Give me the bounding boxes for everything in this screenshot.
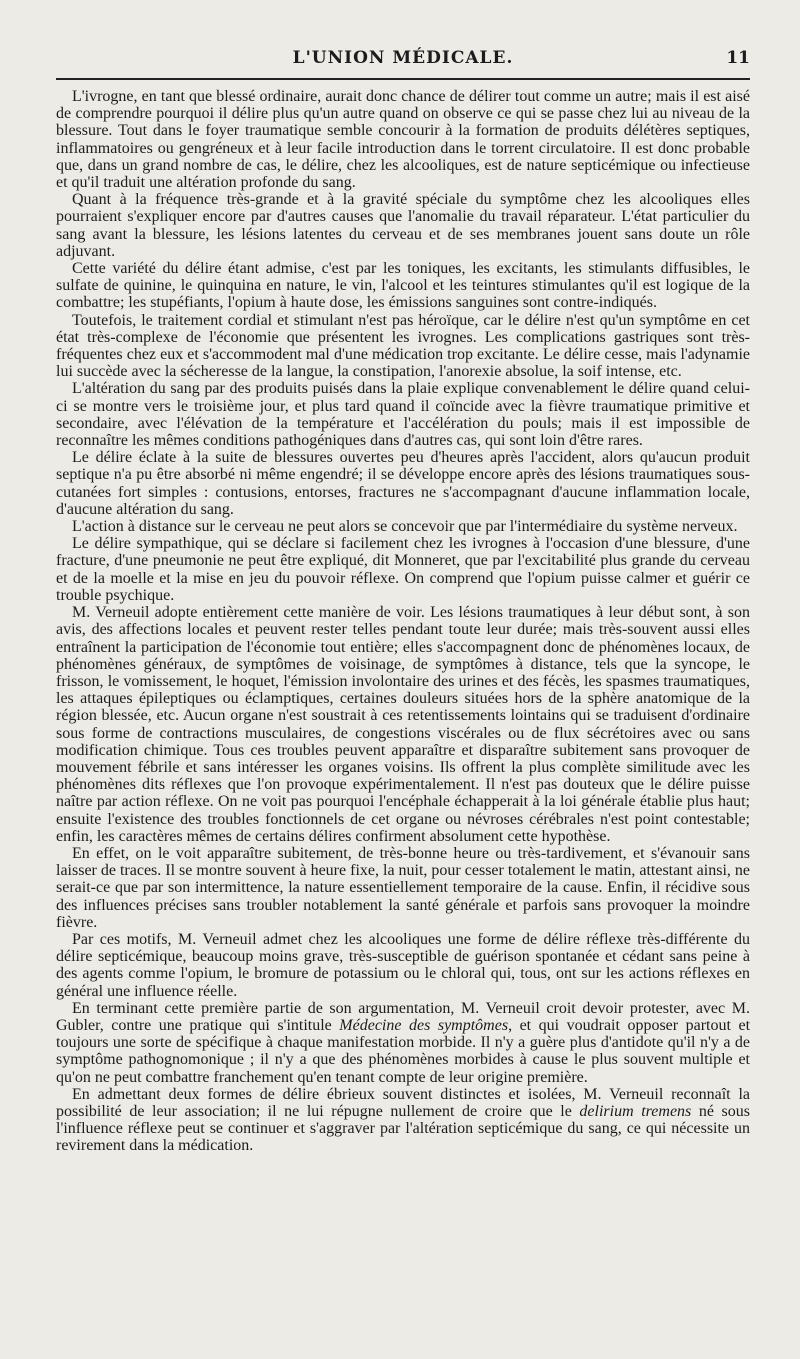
page-number: 11 xyxy=(726,48,750,68)
paragraph: Le délire sympathique, qui se déclare si facilement chez les ivrognes à l'occasion d'une blessure, d'une fracture, d'une pneumonie ne peut être expliqué, dit Monneret, que par l'excitabilité plus grande du cerveau et de la moelle et la mise en jeu du pouvoir réflexe. On comprend que l'opium puisse calmer et guérir ce trouble psychique. xyxy=(56,535,750,604)
page-header xyxy=(56,44,750,76)
paragraph: Quant à la fréquence très-grande et à la gravité spéciale du symptôme chez les alcooliques elles pourraient s'expliquer encore par d'autres causes que l'anomalie du travail réparateur. L'état particulier du sang avant la blessure, les lésions latentes du cerveau et de ses membranes jouent sans doute un rôle adjuvant. xyxy=(56,191,750,260)
paragraph-text: né sous l'influence réflexe peut se continuer et s'aggraver par l'altération septicémique du sang, ce qui nécessite un revirement dans la médication. xyxy=(56,1102,751,1155)
paragraph: L'ivrogne, en tant que blessé ordinaire, aurait donc chance de délirer tout comme un autre; mais il est aisé de comprendre pourquoi il délire plus qu'un autre quand on observe ce qui se passe chez lui au niveau de la blessure. Tout dans le foyer traumatique semble concourir à la formation de produits délétères septiques, inflammatoires ou gengréneux et à leur facile introduction dans le torrent circulatoire. Il est donc probable que, dans un grand nombre de cas, le délire, chez les alcooliques, est de nature septicémique ou infectieuse et qu'il traduit une altération profonde du sang. xyxy=(56,88,750,192)
paragraph-text: En admettant deux formes de délire ébrieux souvent distinctes et isolées, M. Verneuil reconnaît la possibilité de leur association; il ne lui répugne nullement de croire que le xyxy=(56,1085,750,1120)
paragraph: L'action à distance sur le cerveau ne peut alors se concevoir que par l'intermédiaire du système nerveux. xyxy=(72,518,738,536)
paragraph: En effet, on le voit apparaître subitement, de très-bonne heure ou très-tardivement, et s'évanouir sans laisser de traces. Il se montre souvent à heure fixe, la nuit, pour cesser totalement le matin, attestant ainsi, ne serait-ce que par son intermittence, la nature essentiellement temporaire de la cause. Enfin, il récidive sous des influences précises sans troubler notablement la santé générale et parfois sans provoquer la moindre fièvre. xyxy=(56,844,750,931)
header-rule xyxy=(56,78,750,80)
paragraph: Toutefois, le traitement cordial et stimulant n'est pas héroïque, car le délire n'est qu'un symptôme en cet état très-complexe de l'économie que présentent les ivrognes. Les complications gastriques sont très-fréquentes chez eux et s'accommodent mal d'une médication trop excitante. Le délire cesse, mais l'adynamie lui succède avec la sécheresse de la langue, la constipation, l'anorexie absolue, la soif intense, etc. xyxy=(56,311,750,381)
paragraph xyxy=(56,1086,750,1155)
italic-term: delirium tremens xyxy=(579,1102,692,1120)
paragraph: Cette variété du délire étant admise, c'est par les toniques, les excitants, les stimulants diffusibles, le sulfate de quinine, le quinquina en nature, le vin, l'alcool et les teintures stimulantes qu'il est logique de la combattre; les stupéfiants, l'opium à haute dose, les émissions sanguines sont contre-indiqués. xyxy=(56,260,750,312)
italic-title: Médecine des symptômes xyxy=(339,1016,509,1034)
running-title: L'UNION MÉDICALE. xyxy=(292,48,514,68)
paragraph: Le délire éclate à la suite de blessures ouvertes peu d'heures après l'accident, alors qu'aucun produit septique n'a pu être absorbé ni même engendré; il se développe encore après des lésions traumatiques sous-cutanées fort simples : contusions, entorses, fractures ne s'accompagnant d'aucune inflammation locale, d'aucune altération du sang. xyxy=(56,449,750,518)
paragraph-text: , et qui voudrait opposer partout et toujours une sorte de spécifique à chaque manifestation morbide. Il n'y a guère plus d'antidote qu'il n'y a de symptôme pathognomonique ; il n'y a que des phénomènes morbides à cause le plus souvent multiple et qu'on ne peut combattre franchement qu'en tenant compte de leur origine première. xyxy=(56,1016,751,1086)
article-body xyxy=(56,88,750,1155)
paragraph xyxy=(56,1000,750,1086)
paragraph: M. Verneuil adopte entièrement cette manière de voir. Les lésions traumatiques à leur début sont, à son avis, des affections locales et peuvent rester telles pendant toute leur durée; mais très-souvent aussi elles entraînent la participation de l'économie tout entière; elles s'accompagnent donc de phénomènes locaux, de phénomènes généraux, de symptômes de voisinage, de symptômes à distance, tels que la syncope, le frisson, le vomissement, le hoquet, l'émission involontaire des urines et des fécès, les spasmes traumatiques, les attaques épileptiques ou éclamptiques, certaines douleurs situées hors de la sphère anatomique de la région blessée, etc. Aucun organe n'est soustrait à ces retentissements lointains qui se traduisent d'ordinaire sous forme de contractions musculaires, de congestions viscérales ou de flux sécrétoires avec ou sans modification chimique. Tous ces troubles peuvent apparaître et disparaître subitement sans provoquer de mouvement fébrile et sans intéresser les organes voisins. Ils offrent la plus complète similitude avec les phénomènes dits réflexes que l'on provoque expérimentalement. Il n'est pas douteux que le délire puisse naître par action réflexe. On ne voit pas pourquoi l'encéphale échapperait à la loi générale établie plus haut; ensuite l'existence des troubles fonctionnels de cet organe ou névroses cérébrales n'est point contestable; enfin, les caractères mêmes de certains délires confirment absolument cette hypothèse. xyxy=(56,604,750,845)
paragraph: Par ces motifs, M. Verneuil admet chez les alcooliques une forme de délire réflexe très-différente du délire septicémique, beaucoup moins grave, très-susceptible de guérison spontanée et cédant sans peine à des agents comme l'opium, le bromure de potassium ou le chloral qui, tous, ont sur les actions réflexes en général une influence réelle. xyxy=(56,930,750,1000)
paragraph: L'altération du sang par des produits puisés dans la plaie explique convenablement le délire quand celui-ci se montre vers le troisième jour, et plus tard quand il coïncide avec la fièvre traumatique primitive et secondaire, avec l'élévation de la température et l'accélération du pouls; mais il est impossible de reconnaître les mêmes conditions pathogéniques dans d'autres cas, qui sont loin d'être rares. xyxy=(56,380,750,450)
paragraph-text: En terminant cette première partie de son argumentation, M. Verneuil croit devoir protester, avec M. Gubler, contre une pratique qui s'intitule xyxy=(56,999,750,1034)
